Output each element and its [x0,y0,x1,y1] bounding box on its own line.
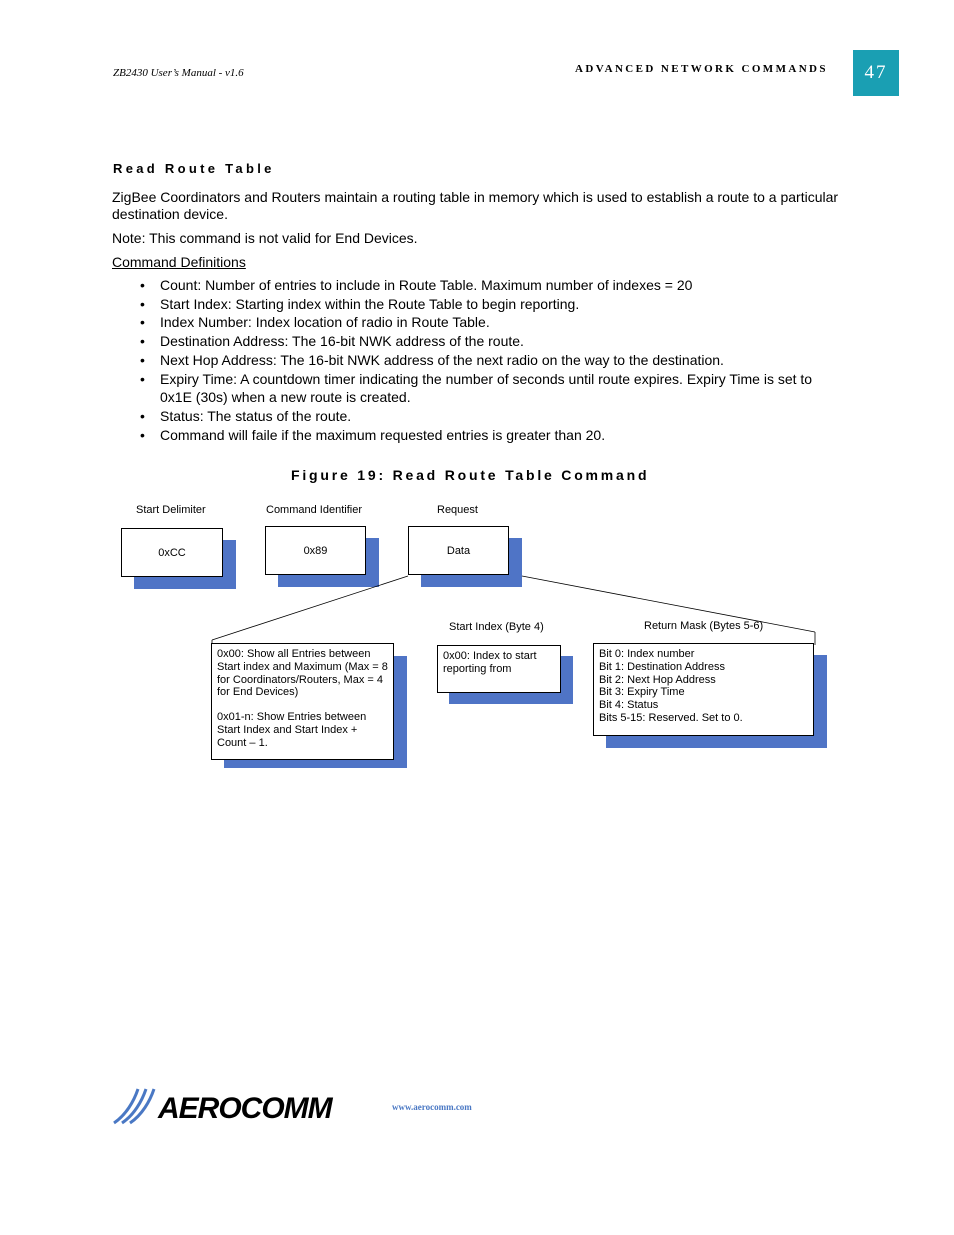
return-mask-line: Bit 1: Destination Address [599,660,725,673]
command-identifier-label: Command Identifier [266,504,362,516]
list-item: • Expiry Time: A countdown timer indicating the number of seconds until route expires. Expiry Time is set to 0x1E (30s) when a new route is created. [138,370,828,407]
request-label: Request [437,504,478,516]
command-identifier-value: 0x89 [303,544,328,557]
intro-paragraph: ZigBee Coordinators and Routers maintain a routing table in memory which is used to establish a route to a particular destination device. [112,189,839,222]
count-box [211,643,394,760]
list-item: • Start Index: Starting index within the Route Table to begin reporting. [138,295,828,314]
list-item: • Status: The status of the route. [138,407,828,426]
list-item: • Index Number: Index location of radio in Route Table. [138,313,828,332]
footer-url[interactable]: www.aerocomm.com [392,1102,472,1112]
section-title: Read Route Table [113,161,275,176]
list-item: • Destination Address: The 16-bit NWK address of the route. [138,332,828,351]
return-mask-label: Return Mask (Bytes 5-6) [644,620,764,632]
return-mask-line: Bit 4: Status [599,699,659,712]
return-mask-line: Bit 3: Expiry Time [599,686,685,699]
figure-title: Figure 19: Read Route Table Command [291,467,650,483]
command-definitions-heading: Command Definitions [112,254,246,270]
start-delimiter-label: Start Delimiter [136,504,206,516]
start-delimiter-value: 0xCC [158,546,186,559]
list-item: • Count: Number of entries to include in Route Table. Maximum number of indexes = 20 [138,276,828,295]
return-mask-line: Bit 2: Next Hop Address [599,673,716,686]
manual-title: ZB2430 User’s Manual - v1.6 [113,67,244,79]
logo-text: AEROCOMM [158,1092,332,1125]
count-line: 0x00: Show all Entries between Start index and Maximum (Max = 8 for Coordinators/Routers, Max = 4 for End Devices) [217,648,388,699]
request-value: Data [446,544,471,557]
start-index-box [437,645,561,693]
return-mask-line: Bit 0: Index number [599,648,695,660]
start-index-value: 0x00: Index to start reporting from [443,650,537,675]
count-line: 0x01-n: Show Entries between Start Index and Start Index + Count – 1. [217,711,367,749]
note-label: Note: [112,230,146,246]
aerocomm-logo [112,1085,387,1127]
start-index-label: Start Index (Byte 4) [449,621,544,633]
note-text: This command is not valid for End Devices. [145,230,418,246]
section-header: ADVANCED NETWORK COMMANDS [575,63,828,75]
list-item: • Next Hop Address: The 16-bit NWK address of the next radio on the way to the destination. [138,351,828,370]
list-item: • Command will faile if the maximum requested entries is greater than 20. [138,426,828,445]
page-number: 47 [853,50,899,96]
return-mask-line: Bits 5-15: Reserved. Set to 0. [599,711,743,724]
return-mask-box [593,643,814,736]
